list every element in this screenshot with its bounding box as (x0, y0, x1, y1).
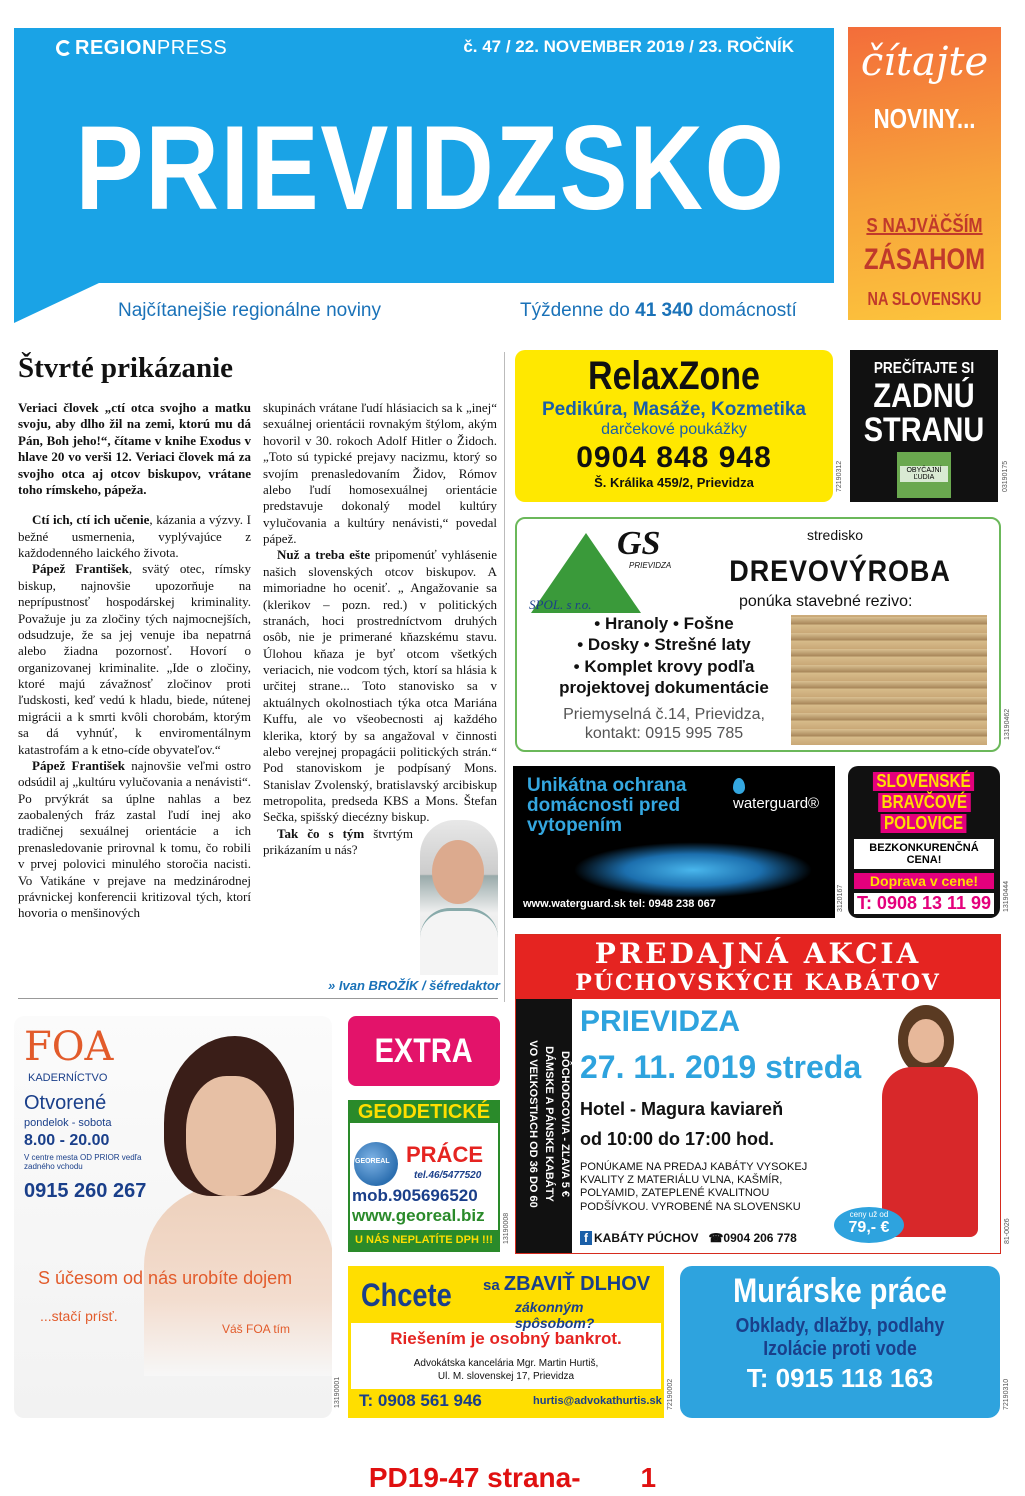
coats-contact: f KABÁTY PÚCHOV ☎0904 206 778 (580, 1231, 797, 1245)
newspaper-title: PRIEVIDZSKO (75, 101, 786, 235)
back-page-thumbnail: OBYČAJNÍ ĽUDIA (897, 452, 951, 498)
ad-code: 81-0026 (1004, 1218, 1011, 1244)
article-title: Štvrté prikázanie (18, 352, 234, 384)
relax-name: RelaxZone (588, 354, 760, 398)
coats-city: PRIEVIDZA (580, 1005, 741, 1038)
model-in-coat-image (876, 1005, 986, 1245)
ad-gs-drevovyroba[interactable] (515, 517, 1001, 752)
coats-time: od 10:00 do 17:00 hod. (580, 1129, 775, 1149)
ad-code: 03190175 (1002, 460, 1009, 492)
relax-phone: 0904 848 948 (576, 441, 772, 474)
geo-subtitle: PRÁCE (406, 1142, 484, 1167)
author-photo (420, 820, 498, 975)
foa-phone: 0915 260 267 (24, 1180, 147, 1202)
relax-address: Š. Králika 459/2, Prievidza (594, 475, 754, 490)
article-column-2 (263, 400, 497, 859)
bank-solution: Riešením je osobný bankrot. (390, 1329, 622, 1348)
waterguard-logo: waterguard® (733, 778, 835, 812)
facebook-icon: f (580, 1231, 592, 1245)
article-author: » Ivan BROŽÍK / šéfredaktor (328, 978, 500, 993)
ad-code: 72190312 (836, 460, 843, 492)
masthead (14, 28, 834, 283)
ad-foa-hairdresser[interactable] (14, 1016, 332, 1418)
ad-code: 72190310 (1003, 1378, 1010, 1410)
gs-subtitle: ponúka stavebné rezivo: (739, 593, 913, 610)
zadna-line-3: STRANU (863, 411, 985, 450)
mur-line-1: Obklady, dlažby, podlahy (735, 1315, 945, 1337)
promo-banner (848, 27, 1001, 320)
foa-logo: FOA (24, 1024, 114, 1070)
ad-pork[interactable] (848, 766, 1000, 918)
coats-description: PONÚKAME NA PREDAJ KABÁTY VYSOKEJ KVALITY Z MATERIÁLU VLNA, KAŠMÍR, POLYAMID, ZATEPLENÉ KVALITNOU PODŠÍVKOU. VYROBENÉ NA SLOVENSKU (580, 1161, 808, 1213)
article-paragraph: Tak čo s tým štvrtým prikázaním u nás? (263, 825, 413, 858)
bank-subheadline: zákonným spôsobom? (515, 1299, 595, 1331)
promo-line-1: čítajte (860, 39, 989, 85)
footer-label: PD19-47 strana- (368, 1462, 581, 1493)
bank-phone: T: 0908 561 946 (359, 1391, 482, 1410)
coats-side-banner: DÔCHODCOVIA - ZĽAVA 5 € DÁMSKE A PÁNSKE KABÁTY VO VEĽKOSTIACH OD 36 DO 60 (516, 999, 572, 1253)
ad-coats-sale[interactable] (515, 934, 1001, 1254)
foa-location: V centre mesta OD PRIOR vedľa zadného vchodu (24, 1153, 142, 1171)
extra-section-label: EXTRA (348, 1016, 500, 1086)
mur-phone: T: 0915 118 163 (746, 1363, 934, 1393)
ad-code: 13190462 (1004, 708, 1011, 740)
ad-waterguard[interactable] (513, 766, 835, 918)
article-divider (18, 998, 498, 999)
article-paragraph: Ctí ich, ctí ich učenie, kázania a výzvy. I bežné usmernenia, vyplývajúce z každodenného laického života. (18, 512, 251, 560)
geo-tel: tel.46/5477520 (414, 1170, 482, 1181)
bank-headline: sa ZBAVIŤ DLHOV (483, 1273, 651, 1295)
ad-code: 3120167 (837, 884, 844, 912)
water-contact: www.waterguard.sk tel: 0948 238 067 (523, 898, 716, 910)
regionpress-logo: REGIONPRESS (56, 37, 227, 60)
globe-icon: GEOREAL (354, 1142, 398, 1186)
ad-code: 13190001 (334, 1376, 341, 1408)
lumber-photo (791, 615, 987, 745)
article-paragraph: Nuž a treba ešte pripomenúť vyhlásenie našich slovenských otcov biskupov. A mimoriadne ho oceniť. „ Angažovanie sa (klerikov – pozn. red.) v politických stranách, hoci prostredníctvom druhých osôb, nie je primerané kňazskému stavu. Úlohou kňaza je byť otcom všetkých veriacich, nie vodcom tých, ktorí sa hlásia k určitej strane... Toto stanovisko sa v aktuálnych okolnostiach týka otca Mariána Kuffu, ale vo všeobecnosti aj každého klerika, ktorý by sa angažoval v činnosti alebo verejnej propagácii politických strán.“ Pod stanoviskom je podpísaný Mons. Stanislav Zvolenský, bratislavský arcibiskup metropolita, predseda KBS a Mons. Štefan Sečka, spišský diecézny biskup. (263, 547, 497, 825)
gs-company: SPOL. s r.o. (529, 597, 592, 612)
bank-email: hurtis@advokathurtis.sk (533, 1395, 662, 1407)
geo-website: www.georeal.biz (352, 1206, 485, 1225)
foa-type: KADERNÍCTVO (28, 1072, 108, 1084)
foa-hours: 8.00 - 20.00 (24, 1132, 110, 1149)
article-paragraph: skupinách vrátane ľudí hlásiacich sa k „inej“ sexuálnej orientácii rovnakým štýlom, akým hovoril v 30. rokoch Adolf Hitler o Židoch. „Toto sú typické prejavy nacizmu, ktorý so svojím prenasledovaním Židov, Rómov alebo ľudí homosexuálnej orientácie predstavuje dokonalý model kultúry vylučovania a kultúry nenávisti,“ povedal pápež. (263, 400, 497, 546)
gs-logo-text: GS (617, 525, 661, 562)
geo-mobile: mob.905696520 (352, 1186, 478, 1205)
coats-header: PREDAJNÁ AKCIA PÚCHOVSKÝCH KABÁTOV (516, 935, 1000, 999)
ad-code: 13190444 (1003, 880, 1010, 912)
ad-code: 72190002 (667, 1378, 674, 1410)
foa-team: Váš FOA tím (222, 1322, 291, 1336)
mur-line-2: Izolácie proti vode (763, 1338, 917, 1360)
page-footer (0, 1462, 1025, 1494)
article-paragraph: Pápež František najnovšie veľmi ostro odsúdil aj „kultúru vylučovania a nenávisti“. Po prvýkrát sa úplne nahlas a bez zaobalených fráz zastal ľudí inej ako tradičnej sexuálnej orientácie a ich prenasledovanie prirovnal k tomu, čo robili v prvej polovici minulého storočia nacisti. Vo Vatikáne v prejave na medzinárodnej právnickej konferencii kritizoval tých, ktorí hovoria o menšinových (18, 757, 251, 921)
ad-relaxzone[interactable] (515, 350, 833, 502)
promo-line-5: NA SLOVENSKU (867, 289, 982, 309)
gs-stredisko: stredisko (807, 527, 864, 543)
regionpress-mark-icon (56, 40, 72, 56)
masthead-corner (14, 283, 99, 323)
promo-line-3: S NAJVÄČŠÍM (866, 215, 983, 237)
foa-open: Otvorené (24, 1092, 107, 1114)
ad-code: 13190008 (503, 1212, 510, 1244)
geo-vat-note: U NÁS NEPLATÍTE DPH !!! (350, 1230, 498, 1250)
zadna-line-2: ZADNÚ (873, 377, 975, 415)
column-divider (504, 352, 505, 1002)
bank-chcete: Chcete (361, 1277, 452, 1313)
brav-phone: T: 0908 13 11 99 (854, 893, 994, 914)
water-splash-image (573, 842, 813, 898)
ad-back-page[interactable] (850, 350, 998, 502)
coats-price-badge: ceny už od 79,- € (834, 1207, 904, 1243)
bank-address: Advokátska kancelária Mgr. Martin Hurtiš, Ul. M. slovenskej 17, Prievidza (413, 1358, 599, 1382)
relax-vouchers: darčekové poukážky (601, 421, 747, 438)
gs-contact: Priemyselná č.14, Prievidza, kontakt: 0915 995 785 (563, 706, 765, 743)
foa-slogan: S účesom od nás urobíte dojem (38, 1268, 293, 1288)
issue-info: č. 47 / 22. NOVEMBER 2019 / 23. ROČNÍK (463, 37, 794, 56)
promo-line-2: NOVINY... (873, 103, 976, 134)
mur-title: Murárske práce (733, 1272, 947, 1310)
coats-venue: Hotel - Magura kaviareň (580, 1099, 784, 1119)
article-paragraph: Pápež František, svätý otec, rímsky biskup, najnovšie upozorňuje na neprípustnosť hospodárskej kriminality. Považuje ju za zločiny tých najmocnejších, odsudzuje, že sa jej venuje iba nepatrná alebo žiadna pozornosť. Hovorí o organizovanej kriminalite. „Ide o zločiny, ktoré majú závažnosť zločinov proti ľudskosti, keď vedú k hladu, biede, nútenej migrácii a k smrti kvôli chorobám, ktorým sa dá vyhnúť, k enviromentálnym katastrofám a k etno-cíde obyvateľov.“ (18, 561, 251, 757)
ad-georeal[interactable] (348, 1100, 500, 1252)
zadna-line-1: PREČÍTAJTE SI (873, 360, 975, 377)
tagline: Najčítanejšie regionálne noviny (118, 300, 381, 321)
foa-days: pondelok - sobota (24, 1117, 112, 1129)
gs-products: • Hranoly • Fošne • Dosky • Strešné laty • Komplet krovy podľa projektovej dokumentácie (559, 614, 769, 697)
relax-services: Pedikúra, Masáže, Kozmetika (542, 399, 806, 420)
brav-price-note: BEZKONKURENČNÁ CENA! (854, 839, 994, 869)
model-portrait-image (144, 1036, 332, 1366)
water-drop-icon (733, 778, 745, 794)
coats-date: 27. 11. 2019 streda (580, 1049, 862, 1085)
ad-bankruptcy[interactable] (348, 1266, 664, 1418)
brav-headline: SLOVENSKÉ BRAVČOVÉ POLOVICE (848, 772, 1000, 835)
gs-logo-sub: PRIEVIDZA (629, 561, 672, 570)
geo-title: GEODETICKÉ (350, 1102, 498, 1123)
gs-title: DREVOVÝROBA (729, 555, 951, 588)
ad-masonry[interactable] (680, 1266, 1000, 1418)
foa-slogan-2: ...stačí prísť. (40, 1308, 118, 1324)
brav-delivery: Doprava v cene! (854, 873, 994, 889)
circulation-info: Týždenne do 41 340 domácností (520, 300, 797, 321)
water-headline: Unikátna ochrana domácnosti pred vytopením (527, 775, 687, 836)
article-lead: Veriaci človek „ctí otca svojho a matku svoju, aby dlho žil na zemi, ktorú mu dá Pán, Boh jeho!“, čítame v knihe Exodus v hlave 20 vo verši 12. Veriaci človek má za svojho otca aj otcov biskupov, vrátane toho rímskeho, pápeža. (18, 400, 251, 497)
article-column-1 (18, 400, 251, 922)
promo-line-4: ZÁSAHOM (863, 243, 986, 276)
page-number: 1 (640, 1462, 657, 1493)
